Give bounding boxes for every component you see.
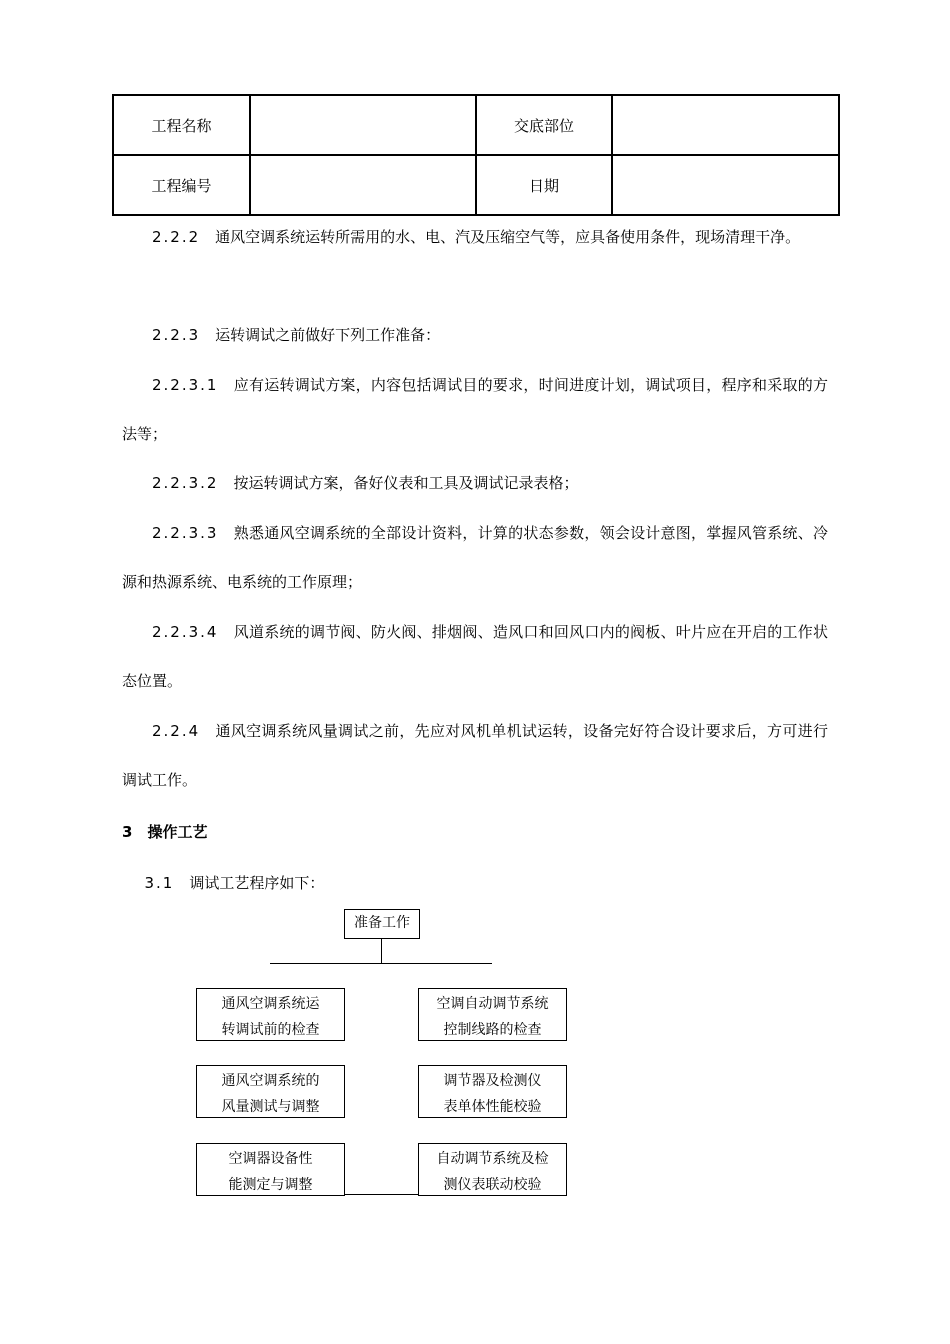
paragraph-2-2-3 [122,311,828,360]
project-no-label: 工程编号 [113,155,250,215]
clause-text: 运转调试之前做好下列工作准备： [215,326,441,344]
clause-number: 2.2.3.3 [152,524,219,542]
connector-line [270,963,492,964]
subsection-number: 3.1 [144,874,175,892]
flow-box-control-line-check [418,988,567,1041]
flow-box-label: 测仪表联动校验 [443,1177,542,1193]
flow-box-linkage-calibration [418,1143,567,1196]
section-number: 3 [122,823,133,841]
paragraph-2-2-2 [122,213,828,262]
flow-box-label: 空调器设备性 [228,1151,313,1167]
clause-text: 按运转调试方案，备好仪表和工具及调试记录表格； [233,474,579,492]
project-info-table [112,94,840,216]
flow-box-label: 通风空调系统的 [221,1073,320,1089]
table-row [113,155,839,215]
clause-number: 2.2.3.1 [152,376,219,394]
flow-box-air-volume-test [196,1065,345,1118]
flow-box-preparation [344,909,420,939]
flow-box-label: 表单体性能校验 [443,1099,542,1115]
clause-number: 2.2.4 [152,722,201,740]
clause-text: 通风空调系统风量调试之前，先应对风机单机试运转，设备完好符合设计要求后，方可进行调试工作。 [122,722,828,789]
disclosure-part-value [612,95,839,155]
flow-box-label: 通风空调系统运 [221,996,320,1012]
disclosure-part-label: 交底部位 [476,95,612,155]
clause-text: 熟悉通风空调系统的全部设计资料，计算的状态参数，领会设计意图，掌握风管系统、冷源和热源系统、电系统的工作原理； [122,524,828,591]
subsection-heading [122,859,828,908]
flow-box-label: 控制线路的检查 [443,1022,542,1038]
clause-number: 2.2.3.2 [152,474,219,492]
clause-number: 2.2.3 [152,326,201,344]
section-title: 操作工艺 [147,823,208,841]
clause-text: 通风空调系统运转所需用的水、电、汽及压缩空气等，应具备使用条件，现场清理干净。 [215,228,801,246]
connector-line [381,938,382,963]
paragraph-2-2-3-4 [122,608,828,706]
paragraph-2-2-3-3 [122,509,828,607]
section-heading [122,822,207,842]
clause-text: 应有运转调试方案，内容包括调试目的要求，时间进度计划，调试项目，程序和采取的方法等； [122,376,828,443]
flow-box-label: 自动调节系统及检 [436,1151,549,1167]
paragraph-2-2-4 [122,707,828,805]
flow-box-instrument-calibration [418,1065,567,1118]
project-name-value [250,95,476,155]
paragraph-2-2-3-1 [122,361,828,459]
flow-box-label: 能测定与调整 [228,1177,313,1193]
subsection-text: 调试工艺程序如下： [189,874,325,892]
project-name-label: 工程名称 [113,95,250,155]
clause-number: 2.2.2 [152,228,201,246]
flow-box-label: 空调自动调节系统 [436,996,549,1012]
project-no-value [250,155,476,215]
clause-number: 2.2.3.4 [152,623,219,641]
flow-box-label: 转调试前的检查 [221,1022,320,1038]
flow-box-label: 调节器及检测仪 [443,1073,542,1089]
flow-box-label: 准备工作 [354,915,410,931]
connector-line [344,1194,419,1195]
flow-box-performance-test [196,1143,345,1196]
date-label: 日期 [476,155,612,215]
flow-box-label: 风量测试与调整 [221,1099,320,1115]
flow-box-pre-check [196,988,345,1041]
date-value [612,155,839,215]
clause-text: 风道系统的调节阀、防火阀、排烟阀、造风口和回风口内的阀板、叶片应在开启的工作状态位置。 [122,623,828,690]
paragraph-2-2-3-2 [122,459,828,508]
table-row [113,95,839,155]
